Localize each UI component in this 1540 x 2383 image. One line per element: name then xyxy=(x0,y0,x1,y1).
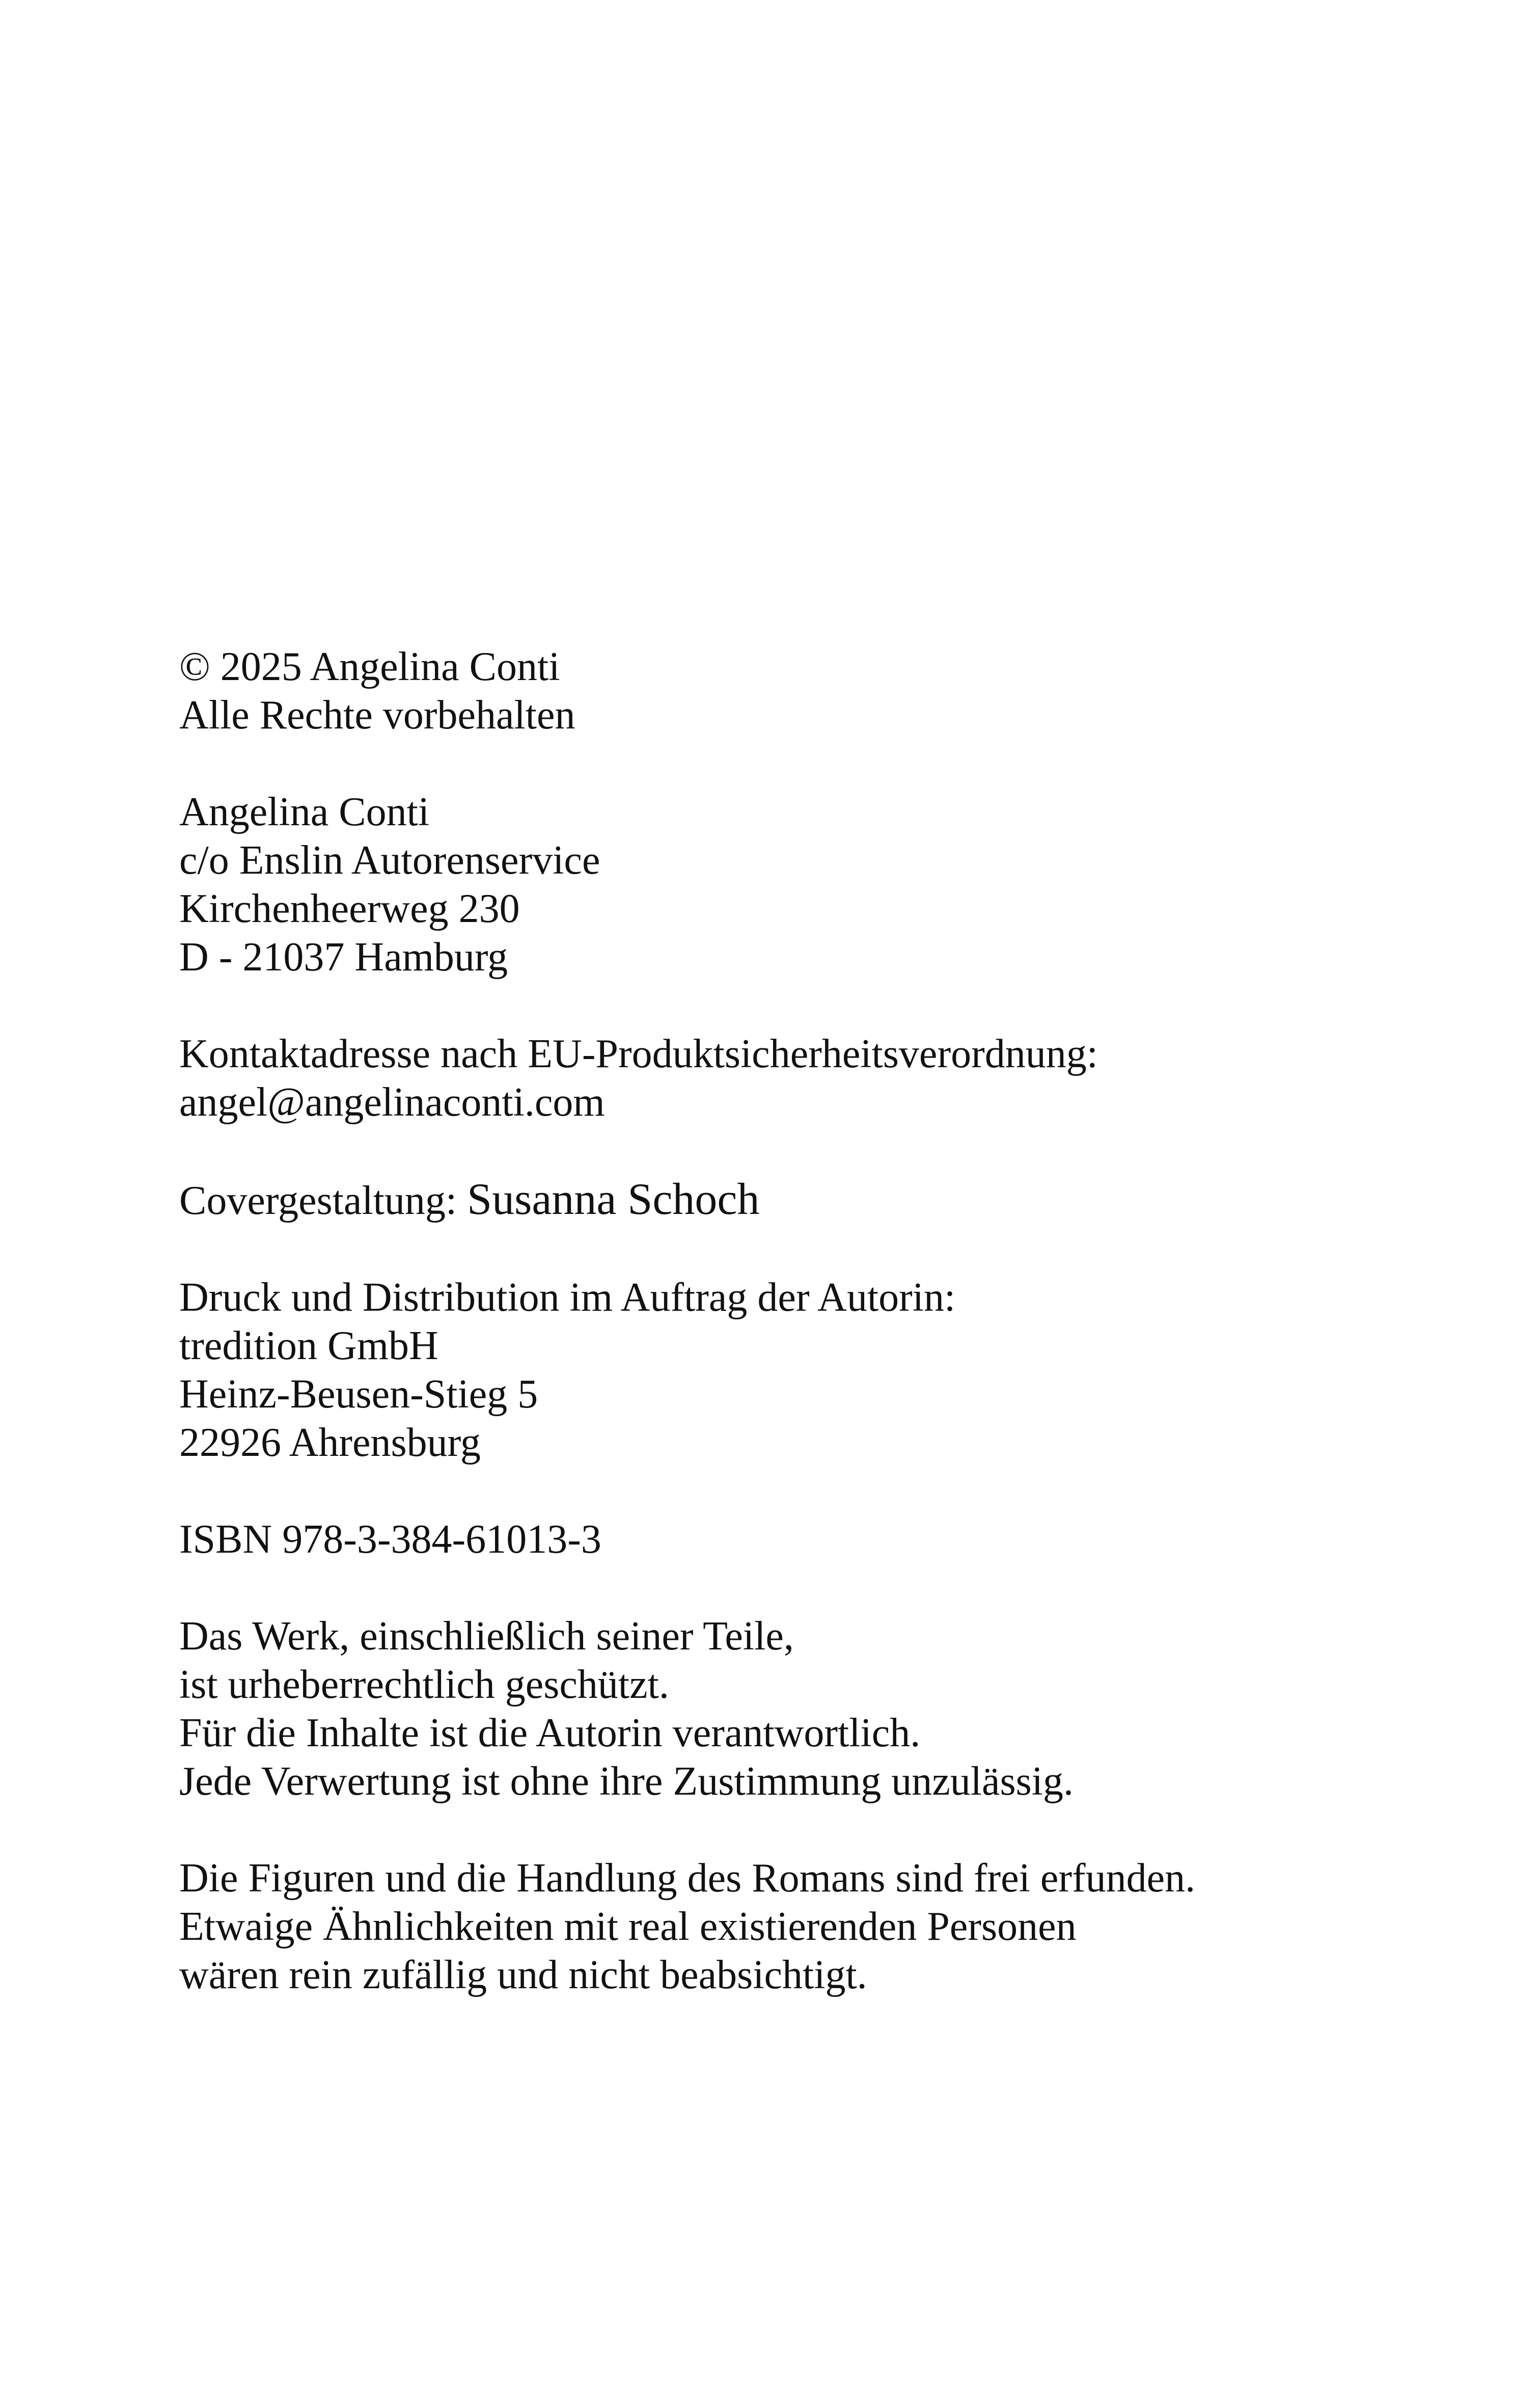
copyright-line: © 2025 Angelina Conti xyxy=(179,644,560,689)
cover-designer-name: Susanna Schoch xyxy=(467,1175,760,1224)
disclaimer-line: wären rein zufällig und nicht beabsichtigt. xyxy=(179,1953,867,1997)
copyright-block xyxy=(179,643,1427,740)
cover-credit-block xyxy=(179,1175,1427,1225)
author-street: Kirchenheerweg 230 xyxy=(179,886,520,931)
isbn-block xyxy=(179,1515,1427,1564)
imprint-page xyxy=(179,643,1427,1999)
contact-label: Kontaktadresse nach EU-Produktsicherheitsverordnung: xyxy=(179,1032,1098,1076)
author-address-block xyxy=(179,788,1427,982)
disclaimer-line: Etwaige Ähnlichkeiten mit real existierenden Personen xyxy=(179,1904,1077,1949)
fiction-disclaimer-block xyxy=(179,1854,1427,1999)
printer-street: Heinz-Beusen-Stieg 5 xyxy=(179,1372,538,1417)
author-name: Angelina Conti xyxy=(179,790,430,834)
rights-notice-line: Das Werk, einschließlich seiner Teile, xyxy=(179,1614,794,1659)
cover-credit-line xyxy=(179,1175,1427,1225)
rights-notice-block xyxy=(179,1612,1427,1806)
rights-notice-line: ist urheberrechtlich geschützt. xyxy=(179,1662,669,1707)
printer-block xyxy=(179,1274,1427,1467)
rights-notice-line: Jede Verwertung ist ohne ihre Zustimmung unzulässig. xyxy=(179,1759,1074,1804)
printer-company: tredition GmbH xyxy=(179,1323,438,1368)
cover-credit-label: Covergestaltung: xyxy=(179,1178,468,1223)
contact-block xyxy=(179,1030,1427,1127)
printer-label: Druck und Distribution im Auftrag der Autorin: xyxy=(179,1275,956,1320)
rights-reserved-line: Alle Rechte vorbehalten xyxy=(179,693,575,738)
disclaimer-line: Die Figuren und die Handlung des Romans sind frei erfunden. xyxy=(179,1856,1196,1901)
rights-notice-line: Für die Inhalte ist die Autorin verantwortlich. xyxy=(179,1711,921,1755)
author-city: D - 21037 Hamburg xyxy=(179,935,508,980)
printer-city: 22926 Ahrensburg xyxy=(179,1420,481,1465)
isbn-number: ISBN 978-3-384-61013-3 xyxy=(179,1517,601,1562)
contact-email: angel@angelinaconti.com xyxy=(179,1080,605,1125)
author-care-of: c/o Enslin Autorenservice xyxy=(179,838,600,883)
